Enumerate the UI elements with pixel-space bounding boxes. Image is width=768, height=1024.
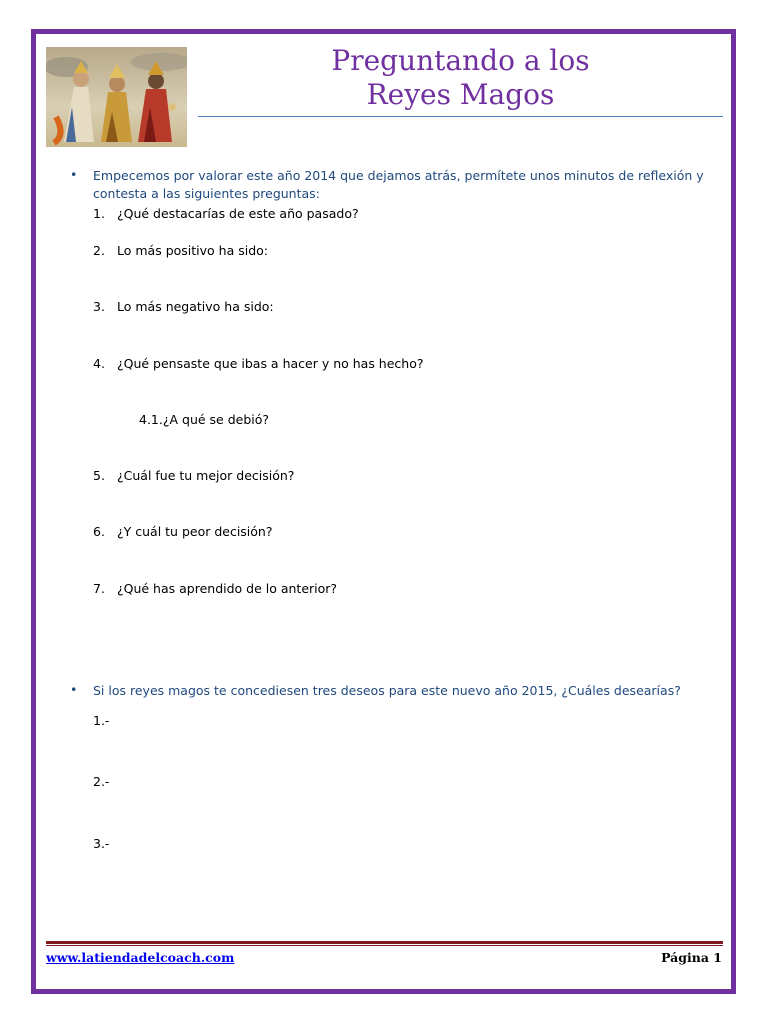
question-number: 5. xyxy=(93,468,105,483)
question-text: ¿Qué destacarías de este año pasado? xyxy=(117,206,359,221)
wishes-paragraph: Si los reyes magos te concediesen tres deseos para este nuevo año 2015, ¿Cuáles desearías? xyxy=(93,683,681,698)
question-text: ¿Qué has aprendido de lo anterior? xyxy=(117,581,338,596)
question-text: Lo más negativo ha sido: xyxy=(117,299,274,314)
title-line-1: Preguntando a los xyxy=(331,44,590,77)
intro-paragraph: Empecemos por valorar este año 2014 que dejamos atrás, permítete unos minutos de reflexión y contesta a las siguientes preguntas: xyxy=(93,168,704,201)
footer-divider xyxy=(46,941,723,944)
question-item xyxy=(93,243,268,258)
question-number: 4. xyxy=(93,356,105,371)
question-text: ¿Qué pensaste que ibas a hacer y no has hecho? xyxy=(117,356,424,371)
footer-divider-thin xyxy=(46,945,723,946)
question-item xyxy=(93,581,337,596)
question-text: ¿A qué se debió? xyxy=(162,412,270,427)
question-number: 3. xyxy=(93,299,105,314)
question-number: 2. xyxy=(93,243,105,258)
three-kings-illustration xyxy=(46,47,187,147)
question-number: 6. xyxy=(93,524,105,539)
question-item xyxy=(93,524,273,539)
wish-item: 3.- xyxy=(93,836,110,851)
question-item xyxy=(93,356,424,371)
bullet-dot-icon: • xyxy=(70,682,78,697)
document-title xyxy=(198,44,723,112)
title-line-2: Reyes Magos xyxy=(366,78,555,111)
question-number: 4.1. xyxy=(139,412,163,427)
sub-question-item xyxy=(139,412,269,427)
question-number: 1. xyxy=(93,206,105,221)
bullet-dot-icon: • xyxy=(70,167,78,182)
question-item xyxy=(93,299,274,314)
question-item xyxy=(93,468,294,483)
question-item xyxy=(93,206,359,221)
wish-item: 2.- xyxy=(93,774,110,789)
question-text: ¿Cuál fue tu mejor decisión? xyxy=(117,468,295,483)
question-text: ¿Y cuál tu peor decisión? xyxy=(117,524,273,539)
page-number: Página 1 xyxy=(661,950,722,965)
wish-item: 1.- xyxy=(93,713,110,728)
website-link[interactable]: www.latiendadelcoach.com xyxy=(46,950,235,965)
question-number: 7. xyxy=(93,581,105,596)
title-underline xyxy=(198,116,723,117)
question-text: Lo más positivo ha sido: xyxy=(117,243,268,258)
